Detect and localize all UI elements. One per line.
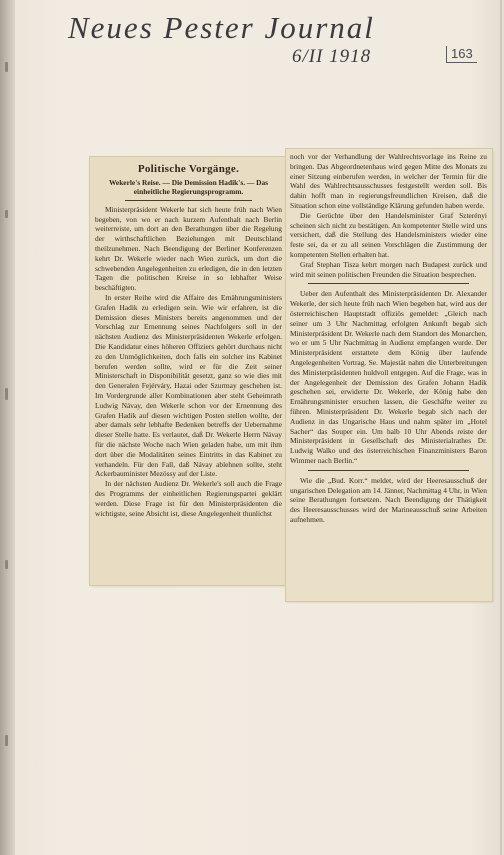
divider <box>125 200 252 201</box>
binding-stitch-mark <box>5 735 8 746</box>
article-paragraph: In erster Reihe wird die Affaire des Ernährungsministers Grafen Hadik zu erledigen sein. Wie wir erfahren, ist die Demission dieses Ministers bereits angenommen und der Vorschlag zur Ernennung seines Nachfolgers soll in der nächsten Audienz des Ministerpräsidenten Wekerle erfolgen. Die Kandidatur eines höheren Offiziers gehört durchaus nicht zu den Unmöglichkeiten, doch falls ein solcher ins Kabinet berufen werden sollte, wird er für die Zeit seiner Ministerschaft in Disponibilität gesetzt, ganz so wie dies mit den Generalen Fejérváry, Hazai oder Szurmay geschehen ist. Im Vordergrunde aller Kombinationen aber steht Geheimrath Ludwig Návay, den Wekerle schon vor der Ernennung des Grafen Hadik auf diesen wichtigen Posten stellen wollte, der aber damals sehr lebhafte Bedenken betreffs der Uebernahme dieser Stelle hatte. Es verlautet, daß Dr. Wekerle Herrn Návay für die nächste Woche nach Wien geladen habe, um mit ihm dort über die Modalitäten seines Eintritts in das Kabinet zu verhandeln. Für den Fall, daß Návay ablehnen sollte, steht Ackerbauminister Mezössy auf der Liste. <box>95 292 282 479</box>
article-paragraph: Ueber den Aufenthalt des Ministerpräsidenten Dr. Alexander Wekerle, der sich heute früh nach Wien begeben hat, wird aus der österreichischen Hauptstadt offiziös gemeldet: „Gleich nach seiner um 3 Uhr Nachmittag erfolgten Ankunft begab sich Ministerpräsident Dr. Wekerle nach dem Standort des Monarchen, wo er um 5 Uhr Nachmittag in Audienz empfangen wurde. Der Ministerpräsident erstattete dem König über laufende Angelegenheiten Vortrag. Se. Majestät nahm die Unterbreitungen des Ministerpräsidenten huldvoll entgegen. Auf die Frage, was in der Angelegenheit der Demission des Grafen Johann Hadik geschehen sei, erwiderte Dr. Wekerle, der König habe den Ernährungsminister ersuchen lassen, die Geschäfte weiter zu führen. Ministerpräsident Dr. Wekerle begab sich nach der Audienz in das Ungarische Haus und nahm später im „Hotel Sacher“ das Souper ein. Um halb 10 Uhr Abends reiste der Ministerpräsident in Gesellschaft des Ministerialrathes Dr. Ludwig Walko und des österreichischen Finanzministers Baron Wimmer nach Berlin.“ <box>290 289 487 465</box>
binding-stitch-mark <box>5 560 8 569</box>
article-paragraph: noch vor der Verhandlung der Wahlrechtsvorlage ins Reine zu bringen. Das Abgeordnetenhaus wird gegen Mitte des Monats zu einer Sitzung einberufen werden, in welcher der Termin für die Wahl des Wahlrechtsausschusses festgestellt werden soll. Bis dahin hofft man in regierungsfreundlichen Kreisen, daß die Situation schon eine vollständige Klärung gefunden haben werde. <box>290 152 487 210</box>
handwritten-newspaper-title: Neues Pester Journal <box>68 10 375 45</box>
article-paragraph: In der nächsten Audienz Dr. Wekerle's soll auch die Frage des Programms der einheitlichen Regierungspartei geklärt werden. Diese Frage ist für den Ministerpräsidenten die wichtigste, seine Absicht ist, diese Angelegenheit thunlichst <box>95 479 282 518</box>
article-paragraph: Ministerpräsident Wekerle hat sich heute früh nach Wien begeben, von wo er nach kurzem Aufenthalt nach Berlin weiterreiste, um dort an den Berathungen über die Regelung der wirthschaftlichen Beziehungen mit Deutschland theilzunehmen. Nach Beendigung der Berliner Konferenzen kehrt Dr. Wekerle wieder nach Wien zurück, um dort die schwebenden Angelegenheiten zu erledigen, die in den letzten Tagen die politischen Kreise in so lebhafter Weise beschäftigten. <box>95 204 282 293</box>
article-paragraph: Die Gerüchte über den Handelsminister Graf Szterényi scheinen sich nicht zu bestätigen. An kompetenter Stelle wird uns versichert, daß die Stellung des Handelsministers wieder eine feste sei, da er zu all seinen Vorschlägen die Zustimmung der kompetenten Stellen erhalten hat. <box>290 210 487 259</box>
binding-stitch-mark <box>5 62 8 72</box>
article-title: Politische Vorgänge. <box>137 163 240 175</box>
newspaper-clipping-left-column <box>90 157 286 585</box>
binding-stitch-mark <box>5 388 8 400</box>
binding-stitch-mark <box>5 210 8 218</box>
handwritten-date: 6/II 1918 <box>292 46 372 67</box>
divider <box>308 283 469 284</box>
article-paragraph: Graf Stephan Tisza kehrt morgen nach Budapest zurück und wird mit seinen politischen Freunden die Situation besprechen. <box>290 259 487 279</box>
binding-strip <box>0 0 15 855</box>
article-paragraph: Wie die „Bud. Korr.“ meldet, wird der Heeresausschuß der ungarischen Delegation am 14. Jänner, Nachmittag 4 Uhr, in Wien seine Berathungen fortsetzen. Nach Beendigung der Thätigkeit des Heeresausschusses wird der Marineausschuß seine Arbeiten aufnehmen. <box>290 475 487 524</box>
page-edge <box>500 0 502 855</box>
newspaper-clipping-right-column <box>286 149 492 601</box>
divider <box>308 470 469 471</box>
folio-number: 163 <box>446 46 477 63</box>
article-subtitle: Wekerle's Reise. — Die Demission Hadik's. — Das einheitliche Regierungsprogramm. <box>108 178 269 197</box>
